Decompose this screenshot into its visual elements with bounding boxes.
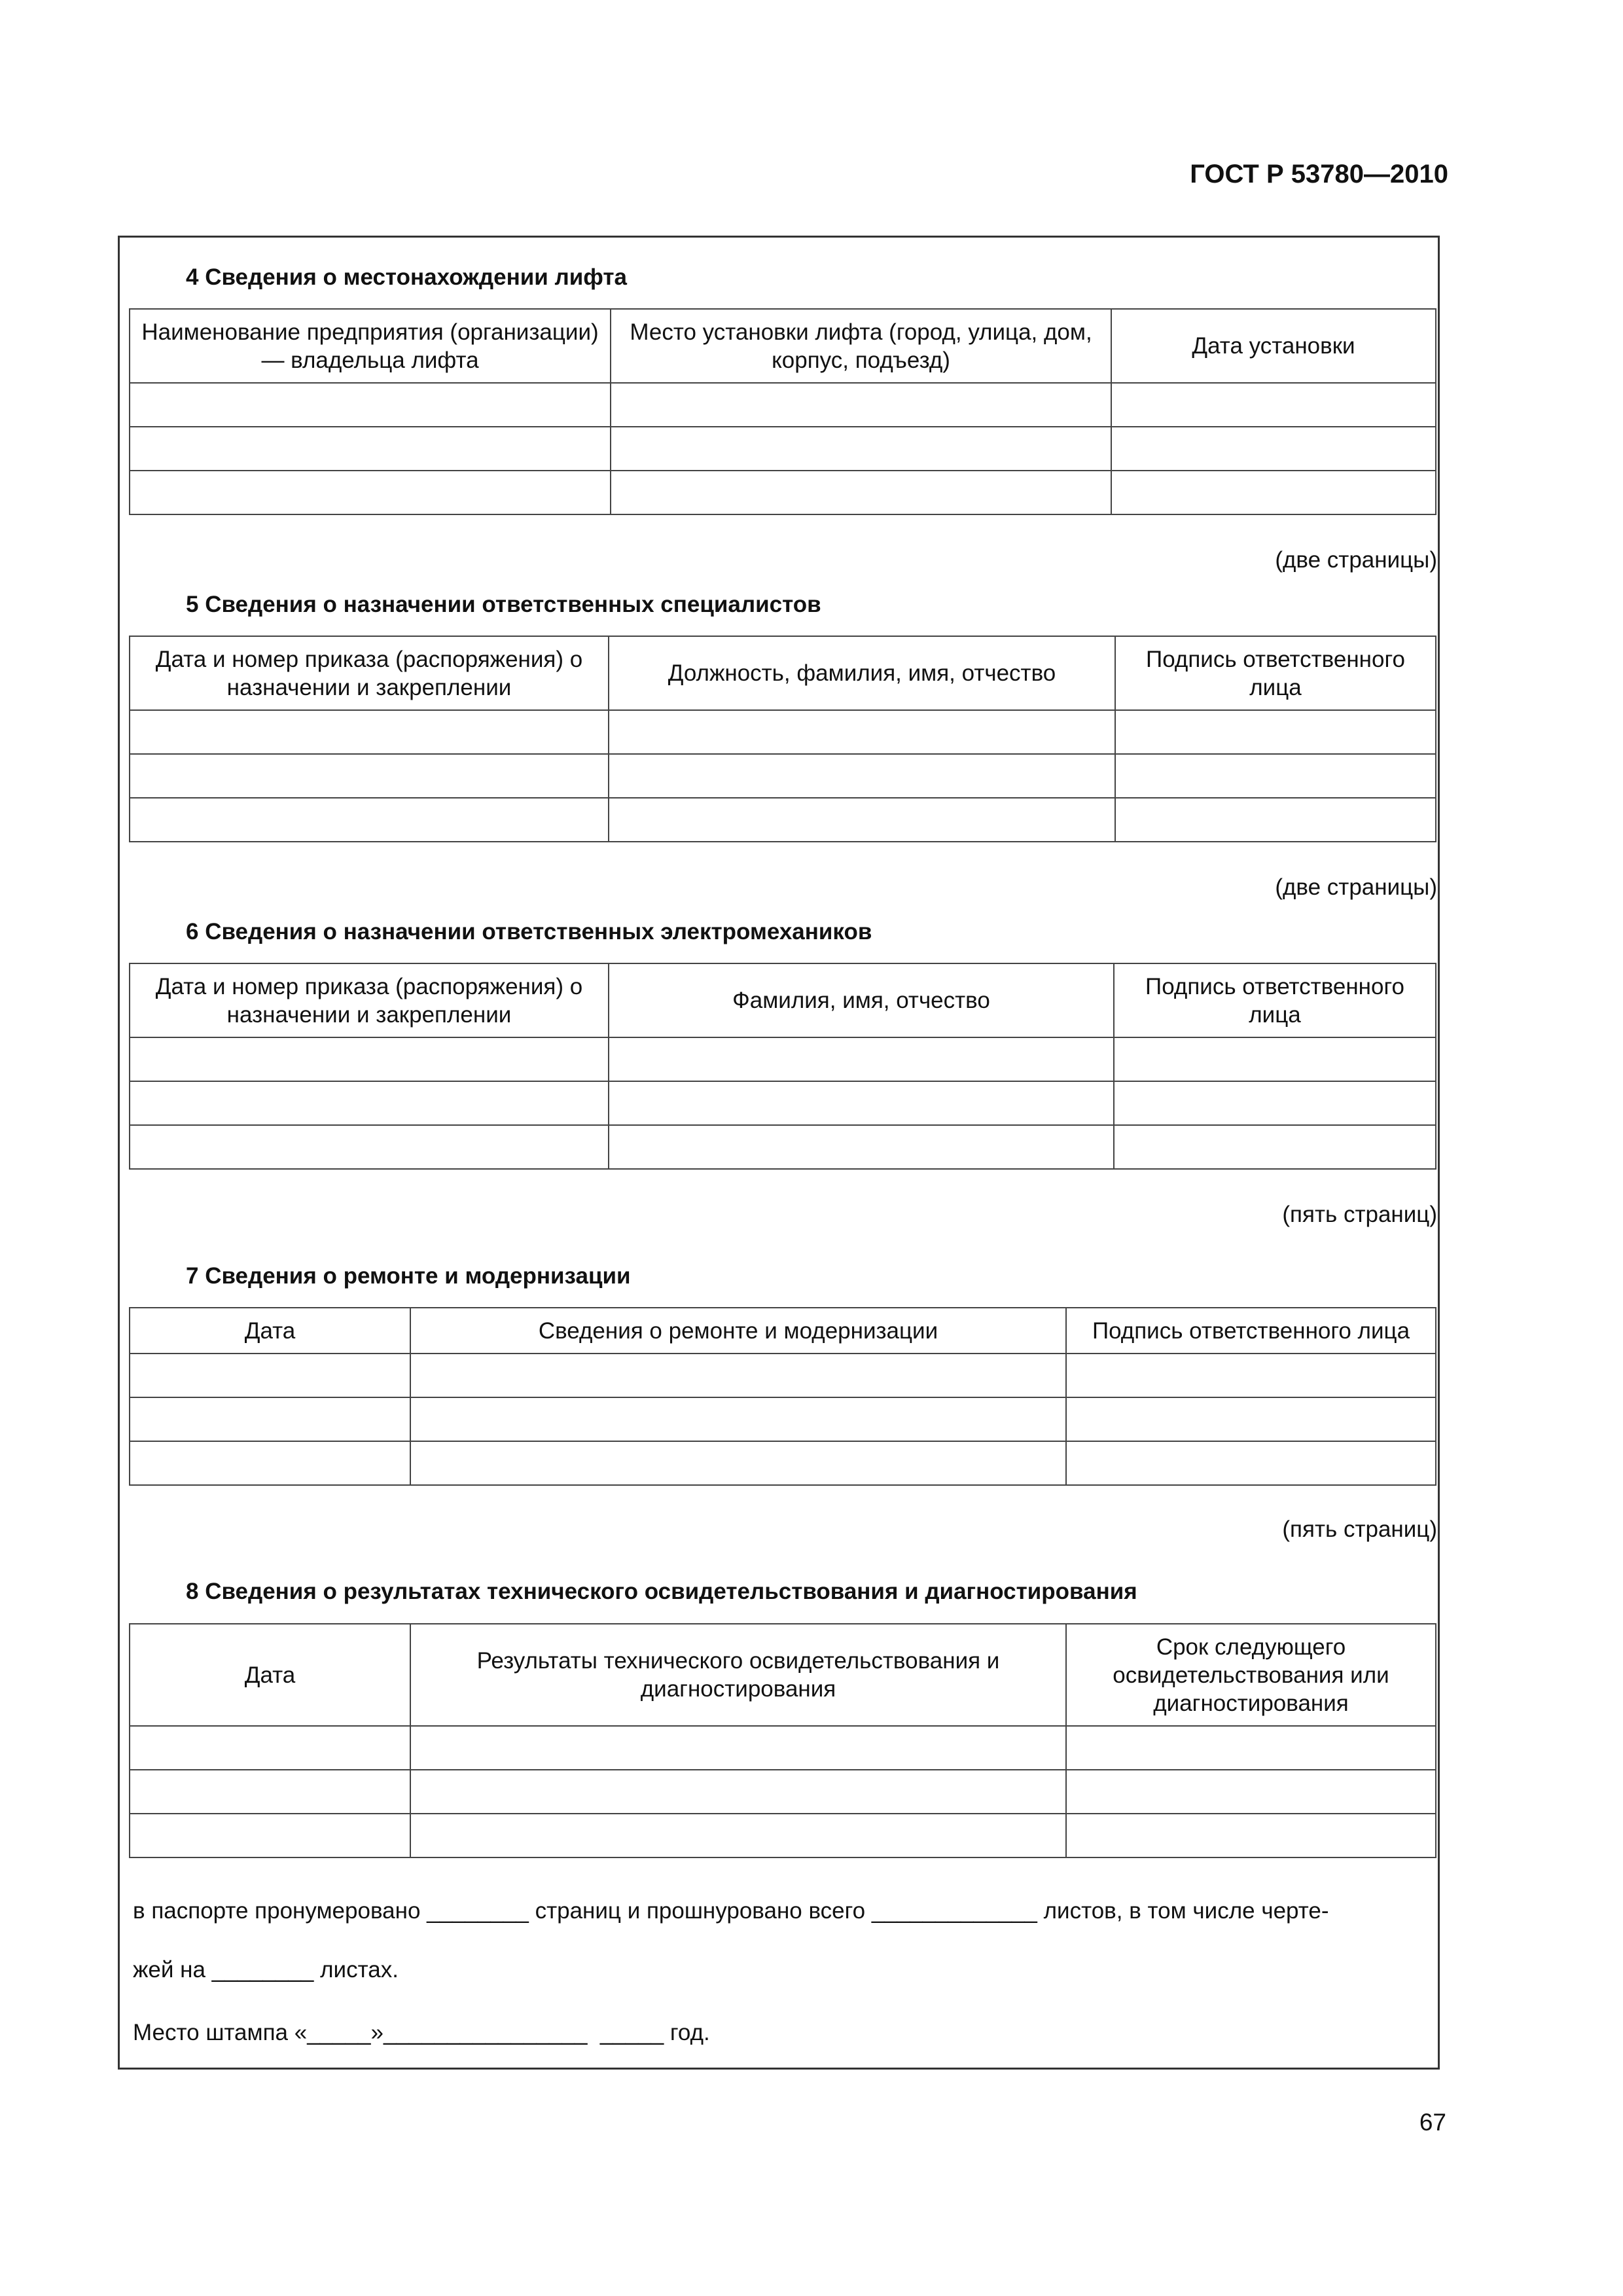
table-cell[interactable] [1066, 1726, 1436, 1770]
table-cell[interactable] [1066, 1441, 1436, 1485]
stamp-placeholder: Место штампа «_____»________________ _____ год. [133, 2020, 710, 2045]
table-cell[interactable] [609, 1081, 1114, 1125]
column-header: Дата [130, 1624, 410, 1726]
table-cell[interactable] [130, 710, 609, 754]
table-cell[interactable] [130, 1726, 410, 1770]
column-header: Срок следующего освидетельствования или диагностирования [1066, 1624, 1436, 1726]
section-7-page-note: (пять страниц) [1282, 1516, 1437, 1542]
table-cell[interactable] [1066, 1354, 1436, 1397]
section-8-title: 8 Сведения о результатах технического освидетельствования и диагностирования [186, 1579, 1137, 1604]
section-5-page-note: (две страницы) [1275, 874, 1437, 900]
table-cell[interactable] [1115, 798, 1436, 842]
column-header: Должность, фамилия, имя, отчество [609, 636, 1115, 710]
table-cell[interactable] [130, 1441, 410, 1485]
table-cell[interactable] [1114, 1125, 1436, 1169]
table-row [130, 1081, 1436, 1125]
table-cell[interactable] [410, 1770, 1066, 1814]
table-cell[interactable] [130, 1354, 410, 1397]
table-header-row [130, 1308, 1436, 1354]
section-8-table [129, 1623, 1436, 1858]
drawings-statement: жей на ________ листах. [133, 1957, 399, 1982]
section-5-table [129, 636, 1436, 842]
column-header: Сведения о ремонте и модернизации [410, 1308, 1066, 1354]
table-row [130, 1726, 1436, 1770]
table-cell[interactable] [410, 1397, 1066, 1441]
table-cell[interactable] [410, 1354, 1066, 1397]
pagination-statement: в паспорте пронумеровано ________ страниц и прошнуровано всего _____________ листов, в том числе черте- [133, 1898, 1329, 1924]
document-code: ГОСТ Р 53780—2010 [1190, 160, 1448, 188]
section-6-table [129, 963, 1436, 1170]
table-cell[interactable] [1114, 1081, 1436, 1125]
section-5-title: 5 Сведения о назначении ответственных специалистов [186, 592, 821, 617]
column-header: Дата установки [1111, 309, 1436, 383]
column-header: Наименование предприятия (организации) — владельца лифта [130, 309, 611, 383]
section-6-page-note: (пять страниц) [1282, 1202, 1437, 1227]
column-header: Дата [130, 1308, 410, 1354]
table-cell[interactable] [130, 1397, 410, 1441]
table-cell[interactable] [609, 710, 1115, 754]
table-cell[interactable] [611, 471, 1111, 514]
table-cell[interactable] [130, 1814, 410, 1857]
table-row [130, 1770, 1436, 1814]
page-number: 67 [1419, 2109, 1446, 2136]
table-row [130, 1037, 1436, 1081]
column-header: Подпись ответственного лица [1114, 963, 1436, 1037]
table-cell[interactable] [130, 1770, 410, 1814]
table-row [130, 710, 1436, 754]
table-cell[interactable] [130, 1037, 609, 1081]
column-header: Дата и номер приказа (распоряжения) о назначении и закреплении [130, 963, 609, 1037]
table-row [130, 1354, 1436, 1397]
table-row [130, 471, 1436, 514]
table-cell[interactable] [1111, 471, 1436, 514]
table-cell[interactable] [611, 427, 1111, 471]
table-cell[interactable] [609, 1125, 1114, 1169]
table-row [130, 427, 1436, 471]
table-cell[interactable] [1115, 754, 1436, 798]
table-row [130, 383, 1436, 427]
column-header: Фамилия, имя, отчество [609, 963, 1114, 1037]
table-cell[interactable] [609, 798, 1115, 842]
table-cell[interactable] [130, 1081, 609, 1125]
section-6-title: 6 Сведения о назначении ответственных электромехаников [186, 919, 872, 944]
table-row [130, 1814, 1436, 1857]
table-cell[interactable] [609, 1037, 1114, 1081]
table-cell[interactable] [611, 383, 1111, 427]
table-cell[interactable] [1111, 427, 1436, 471]
table-header-row [130, 963, 1436, 1037]
table-cell[interactable] [130, 754, 609, 798]
table-cell[interactable] [1115, 710, 1436, 754]
table-row [130, 1441, 1436, 1485]
table-cell[interactable] [130, 471, 611, 514]
table-cell[interactable] [130, 1125, 609, 1169]
section-4-title: 4 Сведения о местонахождении лифта [186, 264, 628, 290]
section-4-page-note: (две страницы) [1275, 547, 1437, 573]
table-header-row [130, 309, 1436, 383]
column-header: Результаты технического освидетельствования и диагностирования [410, 1624, 1066, 1726]
table-cell[interactable] [1111, 383, 1436, 427]
table-cell[interactable] [1066, 1770, 1436, 1814]
table-row [130, 1397, 1436, 1441]
table-cell[interactable] [609, 754, 1115, 798]
table-cell[interactable] [1066, 1397, 1436, 1441]
table-cell[interactable] [130, 383, 611, 427]
section-4-table [129, 308, 1436, 515]
table-cell[interactable] [410, 1814, 1066, 1857]
table-cell[interactable] [410, 1726, 1066, 1770]
column-header: Подпись ответственного лица [1066, 1308, 1436, 1354]
column-header: Подпись ответственного лица [1115, 636, 1436, 710]
column-header: Место установки лифта (город, улица, дом, корпус, подъезд) [611, 309, 1111, 383]
table-header-row [130, 1624, 1436, 1726]
table-cell[interactable] [1114, 1037, 1436, 1081]
table-row [130, 798, 1436, 842]
section-7-title: 7 Сведения о ремонте и модернизации [186, 1263, 631, 1289]
section-7-table [129, 1307, 1436, 1486]
table-row [130, 754, 1436, 798]
table-cell[interactable] [130, 798, 609, 842]
table-cell[interactable] [410, 1441, 1066, 1485]
table-cell[interactable] [130, 427, 611, 471]
column-header: Дата и номер приказа (распоряжения) о назначении и закреплении [130, 636, 609, 710]
table-cell[interactable] [1066, 1814, 1436, 1857]
table-row [130, 1125, 1436, 1169]
table-header-row [130, 636, 1436, 710]
